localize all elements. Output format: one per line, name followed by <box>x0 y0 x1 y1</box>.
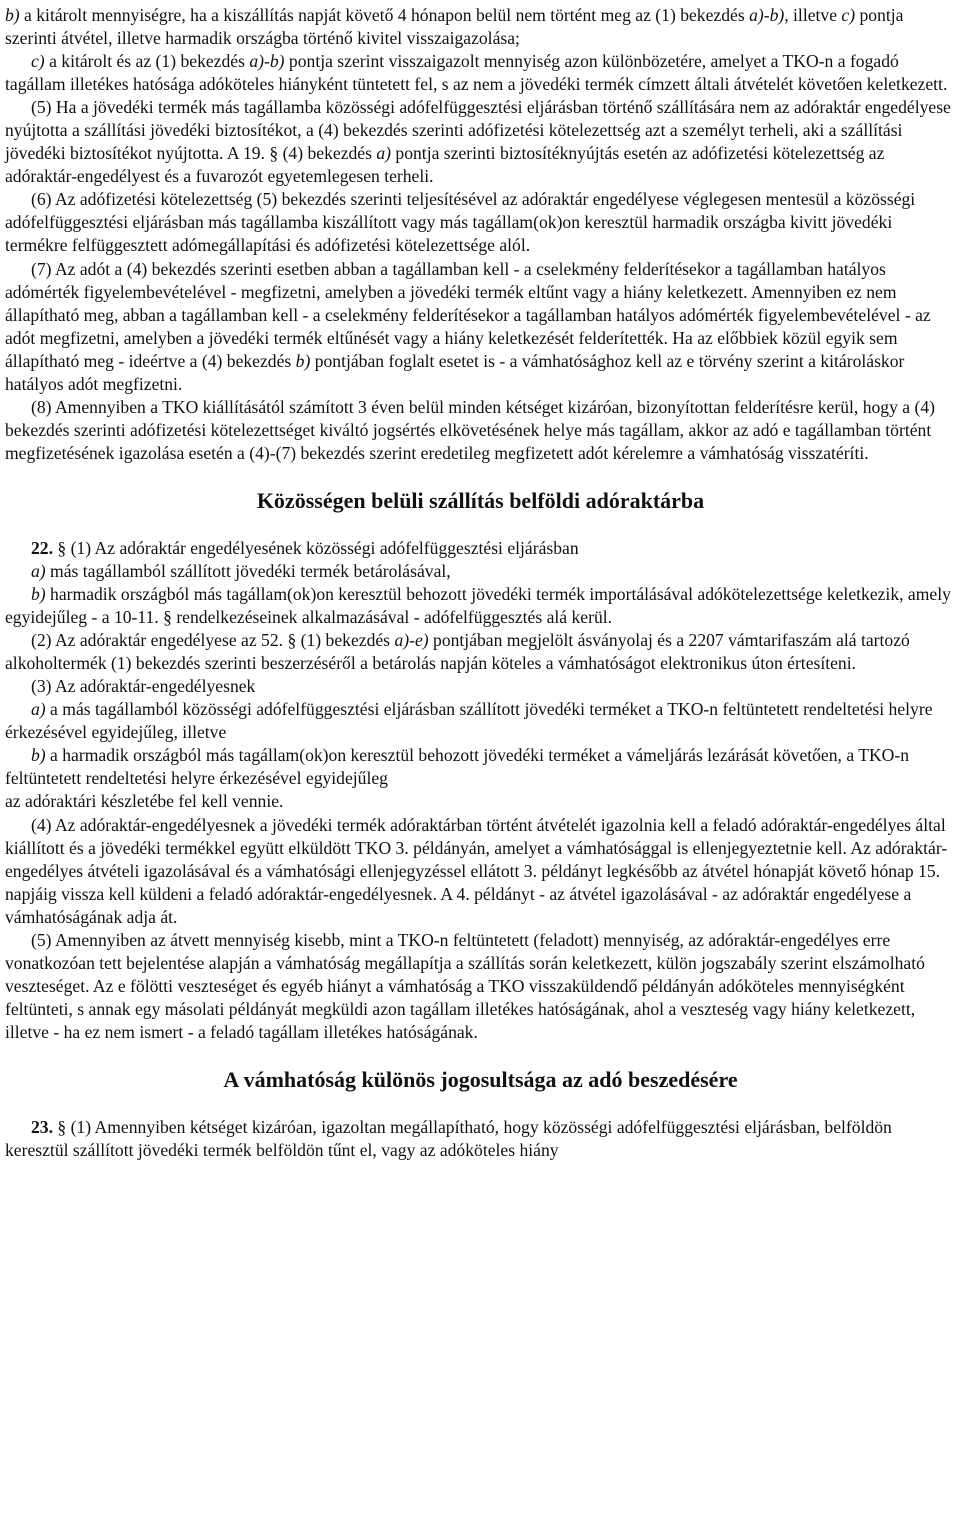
paragraph-text: § (1) Az adóraktár engedélyesének közösségi adófelfüggesztési eljárásban <box>53 537 579 558</box>
paragraph-text: a harmadik országból más tagállam(ok)on keresztül behozott jövedéki terméket a vámeljárás lezárását követően, a TKO-n feltüntetett rendeltetési helyre érkezésével egyidejűleg <box>5 745 910 789</box>
paragraph-text: (8) Amennyiben a TKO kiállításától számított 3 éven belül minden kétséget kizáróan, bizonyítottan felderítésre kerül, hogy a (4) bekezdés szerinti adófizetési kötelezettséget kiváltó jogsértés elkövetésének helye más tagállam, akkor az adó e tagállamban történt megfizetésének igazolása esetén a (4)-(7) bekezdés szerint eredetileg megfizetett adót kérelemre a vámhatóság visszatéríti. <box>5 396 936 463</box>
paragraph-text: más tagállamból szállított jövedéki termék betárolásával, <box>45 560 451 581</box>
paragraph-text: (2) Az adóraktár engedélyese az 52. § (1) bekezdés <box>31 630 395 651</box>
section-heading: Közösségen belüli szállítás belföldi adóraktárba <box>256 487 705 513</box>
italic-point-marker: b) <box>31 745 46 766</box>
paragraph-text: § (1) Amennyiben kétséget kizáróan, igazoltan megállapítható, hogy közösségi adófelfüggesztési eljárásban, belföldön keresztül szállított jövedéki termék belföldön tűnt el, vagy az adóköteles hiány <box>5 1116 892 1161</box>
paragraph <box>5 396 956 465</box>
paragraph-text: pontja szerinti átvétel, illetve harmadik országba történő kivitel visszaigazolása; <box>5 5 904 49</box>
italic-point-marker: a) <box>31 560 46 581</box>
paragraph <box>5 790 956 813</box>
paragraph-text: (4) Az adóraktár-engedélyesnek a jövedéki termék adóraktárban történt átvételét igazolnia kell a feladó adóraktár-engedélyes által kiállított és a jövedéki termékkel együtt elküldött TKO 3. példányán, amelyet a vámhatósággal is ellenjegyeztetnie kell. Az adóraktár-engedélyes átvételi igazolásával és a vámhatósági ellenjegyzéssel ellátott 3. példányt legkésőbb az átvétel hónapját követő hónap 15. napjáig vissza kell küldeni a feladó adóraktár-engedélyesnek. A 4. példányt - az átvétel igazolásával - az adóraktár engedélyese a vámhatóságának adja át. <box>5 814 948 927</box>
paragraph-text: (7) Az adót a (4) bekezdés szerinti esetben abban a tagállamban kell - a cselekmény felderítésekor a tagállamban hatályos adómérték figyelembevételével - megfizetni, amelyben a jövedéki termék eltűnt vagy a hiány keletkezett. Amennyiben ez nem állapítható meg, abban a tagállamban kell - a cselekmény felderítésekor a tagállamban hatályos adómérték figyelembevételével - az adót megfizetni, amelyben a jövedéki termék eltűnését vagy a hiány keletkezését felderítették. Ha az előbbiek közül egyik sem állapítható meg - ideértve a (4) bekezdés <box>5 258 931 371</box>
italic-point-marker: a)-b) <box>749 5 785 25</box>
paragraph-text: , illetve <box>784 5 842 25</box>
italic-point-marker: a) <box>31 699 46 720</box>
paragraph <box>5 814 956 929</box>
italic-point-marker: b) <box>5 5 20 25</box>
paragraph-text: harmadik országból más tagállam(ok)on keresztül behozott jövedéki termék importálásával adókötelezettsége keletkezik, amely egyidejűleg - a 10-11. § rendelkezéseinek alkalmazásával - adófelfüggesztés alá kerül. <box>5 584 951 628</box>
section-heading: A vámhatóság különös jogosultsága az adó beszedésére <box>223 1066 738 1092</box>
paragraph <box>5 698 956 744</box>
paragraph-text: (5) Ha a jövedéki termék más tagállamba közösségi adófelfüggesztési eljárásban történő szállítására nem az adóraktár engedélyese nyújtotta a szállítási jövedéki biztosítékot, a (4) bekezdés szerinti adófizetési kötelezettség azt a személyt terheli, aki a szállítási jövedéki biztosítékot nyújtotta. A 19. § (4) bekezdés <box>5 97 951 164</box>
paragraph <box>5 1116 956 1162</box>
paragraph <box>5 537 956 560</box>
italic-point-marker: a)-b) <box>249 51 285 72</box>
section-number: 23. <box>31 1116 53 1137</box>
paragraph-text: az adóraktári készletébe fel kell vennie. <box>5 791 284 812</box>
italic-point-marker: b) <box>295 350 311 371</box>
italic-point-marker: a) <box>376 143 392 164</box>
paragraph <box>5 258 956 396</box>
paragraph-text: a kitárolt mennyiségre, ha a kiszállítás napját követő 4 hónapon belül nem történt meg az (1) bekezdés <box>19 5 750 25</box>
italic-point-marker: c) <box>841 5 856 25</box>
italic-point-marker: c) <box>31 51 45 72</box>
paragraph <box>5 50 956 96</box>
paragraph-text: a kitárolt és az (1) bekezdés <box>44 51 250 72</box>
paragraph <box>5 929 956 1044</box>
italic-point-marker: a)-e) <box>394 630 429 651</box>
paragraph-text: pontja szerint visszaigazolt mennyiség azon különbözetére, amelyet a TKO-n a fogadó tagállam illetékes hatósága adóköteles hiányként tüntetett fel, s az nem a jövedéki termék címzett általi átvételét követően keletkezett. <box>5 51 948 95</box>
paragraph <box>5 96 956 188</box>
paragraph-text: (5) Amennyiben az átvett mennyiség kisebb, mint a TKO-n feltüntetett (feladott) mennyiség, az adóraktár-engedélyes erre vonatkozóan tett bejelentése alapján a vámhatóság megállapítja a szállítás során keletkezett, külön jogszabály szerint elszámolható veszteséget. Az e fölötti veszteséget és egyéb hiányt a vámhatóság a TKO visszaküldendő példányán adóköteles mennyiségként feltünteti, s annak egy másolati példányát megküldi azon tagállam illetékes hatóságának, ahol a veszteség vagy hiány keletkezett, illetve - ha ez nem ismert - a feladó tagállam illetékes hatóságának. <box>5 929 925 1042</box>
paragraph-text: pontja szerinti biztosítéknyújtás esetén az adófizetési kötelezettség az adóraktár-engedélyest és a fuvarozót egyetemlegesen terheli. <box>5 143 885 187</box>
paragraph <box>5 744 956 790</box>
paragraph <box>5 583 956 629</box>
paragraph-text: pontjában megjelölt ásványolaj és a 2207 vámtarifaszám alá tartozó alkoholtermék (1) bekezdés szerinti beszerzéséről a betárolás napján köteles a vámhatóságot elektronikus úton értesíteni. <box>5 630 910 674</box>
paragraph-text: pontjában foglalt esetet is - a vámhatósághoz kell az e törvény szerint a kitároláskor hatályos adót megfizetni. <box>5 350 905 394</box>
paragraph-text: (3) Az adóraktár-engedélyesnek <box>31 676 256 697</box>
paragraph <box>5 560 956 583</box>
italic-point-marker: b) <box>31 584 46 605</box>
paragraph <box>5 629 956 675</box>
paragraph-text: (6) Az adófizetési kötelezettség (5) bekezdés szerinti teljesítésével az adóraktár engedélyese véglegesen mentesül a közösségi adófelfüggesztési eljárásban más tagállamba kiszállított vagy más tagállam(ok)on keresztül harmadik országba kivitt jövedéki termékre felfüggesztett adómegállapítási és adófizetési kötelezettsége alól. <box>5 189 916 256</box>
paragraph <box>5 188 956 257</box>
paragraph-text: a más tagállamból közösségi adófelfüggesztési eljárásban szállított jövedéki terméket a TKO-n feltüntetett rendeltetési helyre érkezésével egyidejűleg, illetve <box>5 699 933 743</box>
paragraph <box>5 4 956 50</box>
section-number: 22. <box>31 537 53 558</box>
paragraph <box>5 675 956 698</box>
